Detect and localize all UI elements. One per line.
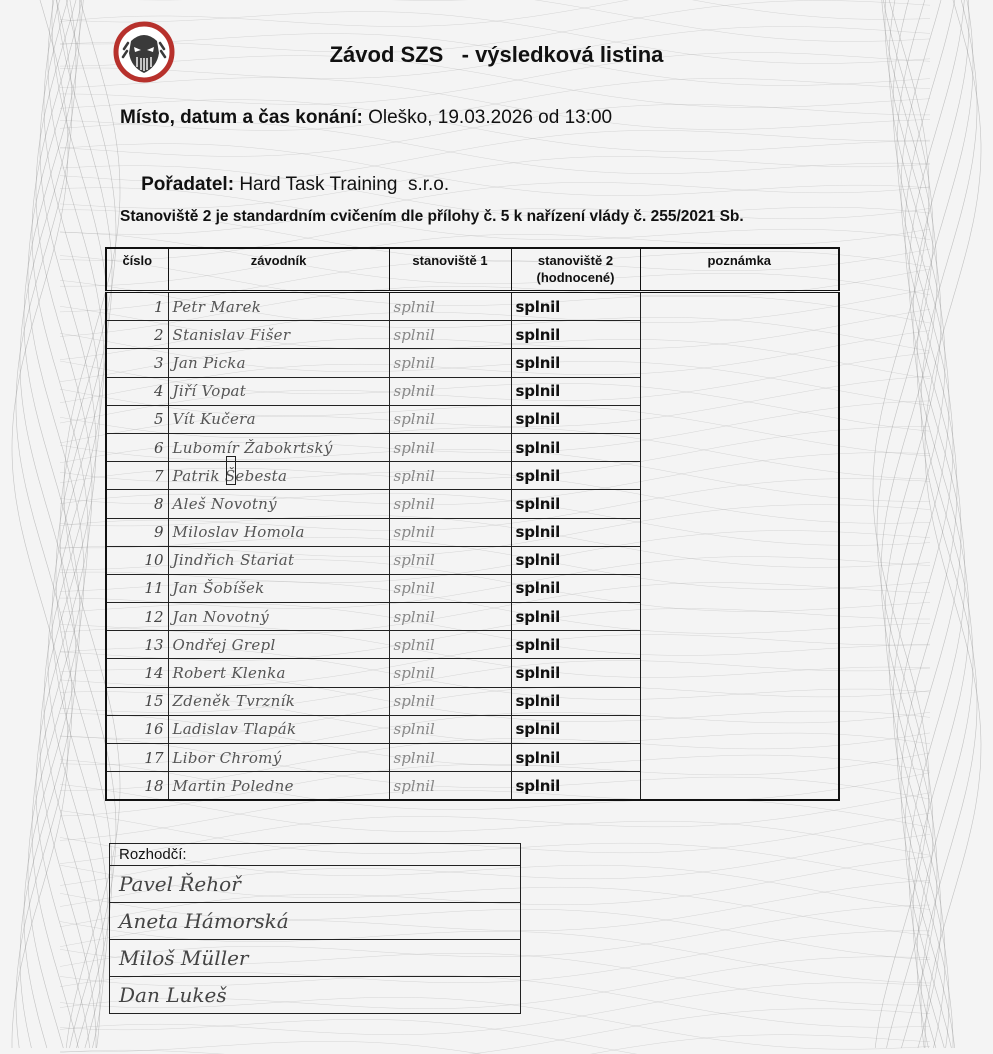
- station-2-result: splnil: [511, 462, 640, 490]
- station-2-result: splnil: [511, 659, 640, 687]
- judge-signature: Miloš Müller: [110, 940, 521, 977]
- row-number: 14: [106, 659, 168, 687]
- station-2-result: splnil: [511, 546, 640, 574]
- competitor-name: Miloslav Homola: [168, 518, 389, 546]
- station-2-result: splnil: [511, 405, 640, 433]
- table-row: [106, 659, 839, 687]
- competitor-name: Vít Kučera: [168, 405, 389, 433]
- table-row: [106, 321, 839, 349]
- competitor-name: Libor Chromý: [168, 744, 389, 772]
- station-1-result: splnil: [389, 433, 511, 461]
- competitor-name: Stanislav Fišer: [168, 321, 389, 349]
- row-number: 2: [106, 321, 168, 349]
- judge-signature: Dan Lukeš: [110, 977, 521, 1014]
- station-1-result: splnil: [389, 462, 511, 490]
- table-row: [106, 462, 839, 490]
- competitor-name: Jan Šobíšek: [168, 574, 389, 602]
- row-number: 13: [106, 631, 168, 659]
- station-2-result: splnil: [511, 377, 640, 405]
- row-number: 7: [106, 462, 168, 490]
- competitor-name: Petr Marek: [168, 292, 389, 321]
- judges-label: Rozhodčí:: [110, 844, 521, 866]
- table-row: [106, 405, 839, 433]
- table-row: [106, 546, 839, 574]
- station-1-result: splnil: [389, 405, 511, 433]
- table-row: [106, 631, 839, 659]
- station-1-result: splnil: [389, 292, 511, 321]
- station-2-result: splnil: [511, 631, 640, 659]
- row-number: 6: [106, 433, 168, 461]
- row-number: 12: [106, 603, 168, 631]
- table-row: [106, 377, 839, 405]
- station-1-result: splnil: [389, 715, 511, 743]
- station-2-result: splnil: [511, 518, 640, 546]
- station-2-result: splnil: [511, 490, 640, 518]
- document-title: Závod SZS - výsledková listina: [329, 42, 664, 67]
- row-number: 15: [106, 687, 168, 715]
- station-2-result: splnil: [511, 715, 640, 743]
- station-1-result: splnil: [389, 546, 511, 574]
- competitor-name: Jiří Vopat: [168, 377, 389, 405]
- table-row: [106, 518, 839, 546]
- table-row: [106, 349, 839, 377]
- competitor-name: Jan Novotný: [168, 603, 389, 631]
- competitor-name: Zdeněk Tvrzník: [168, 687, 389, 715]
- organizer-label: Pořadatel:: [141, 174, 235, 195]
- row-number: 3: [106, 349, 168, 377]
- column-header-station-2: stanoviště 2 (hodnocené): [511, 248, 640, 292]
- judge-signature: Pavel Řehoř: [110, 866, 521, 903]
- competitor-name: Martin Poledne: [168, 772, 389, 801]
- station-1-result: splnil: [389, 490, 511, 518]
- table-row: [106, 574, 839, 602]
- competitor-name: Jan Picka: [168, 349, 389, 377]
- competitor-name: Ladislav Tlapák: [168, 715, 389, 743]
- table-row: [106, 490, 839, 518]
- column-header-competitor: závodník: [168, 248, 389, 292]
- station-1-result: splnil: [389, 321, 511, 349]
- station-2-result: splnil: [511, 744, 640, 772]
- table-row: [106, 687, 839, 715]
- station-2-result: splnil: [511, 433, 640, 461]
- organizer-value: Hard Task Training s.r.o.: [234, 174, 450, 195]
- station-2-result: splnil: [511, 687, 640, 715]
- table-row: [106, 433, 839, 461]
- row-number: 5: [106, 405, 168, 433]
- column-header-number: číslo: [106, 248, 168, 292]
- event-place-date: [120, 107, 612, 129]
- station-1-result: splnil: [389, 631, 511, 659]
- column-header-station-1: stanoviště 1: [389, 248, 511, 292]
- competitor-name: Jindřich Stariat: [168, 546, 389, 574]
- station-2-result: splnil: [511, 603, 640, 631]
- competitor-name: Lubomír Žabokrtský: [168, 433, 389, 461]
- judge-signature: Aneta Hámorská: [110, 903, 521, 940]
- station-1-result: splnil: [389, 377, 511, 405]
- table-row: [106, 292, 839, 321]
- competitor-name: Ondřej Grepl: [168, 631, 389, 659]
- station-1-result: splnil: [389, 687, 511, 715]
- station-1-result: splnil: [389, 349, 511, 377]
- station-note: Stanoviště 2 je standardním cvičením dle přílohy č. 5 k nařízení vlády č. 255/2021 Sb.: [120, 208, 744, 225]
- row-number: 16: [106, 715, 168, 743]
- station-1-result: splnil: [389, 518, 511, 546]
- station-1-result: splnil: [389, 744, 511, 772]
- station-1-result: splnil: [389, 772, 511, 801]
- results-table: [105, 247, 840, 801]
- place-value: Oleško, 19.03.2026 od 13:00: [362, 107, 613, 128]
- row-number: 8: [106, 490, 168, 518]
- place-label: Místo, datum a čas konání:: [120, 107, 363, 128]
- station-2-result: splnil: [511, 321, 640, 349]
- judges-table: [109, 843, 521, 1014]
- row-note: [226, 456, 236, 485]
- results-body: [106, 292, 839, 801]
- station-1-result: splnil: [389, 574, 511, 602]
- station-1-result: splnil: [389, 659, 511, 687]
- station-2-result: splnil: [511, 772, 640, 801]
- station-2-result: splnil: [511, 574, 640, 602]
- table-row: [106, 744, 839, 772]
- station-2-result: splnil: [511, 349, 640, 377]
- row-number: 9: [106, 518, 168, 546]
- table-row: [106, 715, 839, 743]
- row-number: 17: [106, 744, 168, 772]
- column-header-note: poznámka: [640, 248, 839, 292]
- station-2-result: splnil: [511, 292, 640, 321]
- row-number: 4: [106, 377, 168, 405]
- station-1-result: splnil: [389, 603, 511, 631]
- competitor-name: Robert Klenka: [168, 659, 389, 687]
- row-number: 11: [106, 574, 168, 602]
- table-row: [106, 603, 839, 631]
- table-row: [106, 772, 839, 801]
- results-header-row: [106, 248, 839, 292]
- row-number: 10: [106, 546, 168, 574]
- competitor-name: Patrik Šebesta: [168, 462, 389, 490]
- row-number: 18: [106, 772, 168, 801]
- competitor-name: Aleš Novotný: [168, 490, 389, 518]
- row-number: 1: [106, 292, 168, 321]
